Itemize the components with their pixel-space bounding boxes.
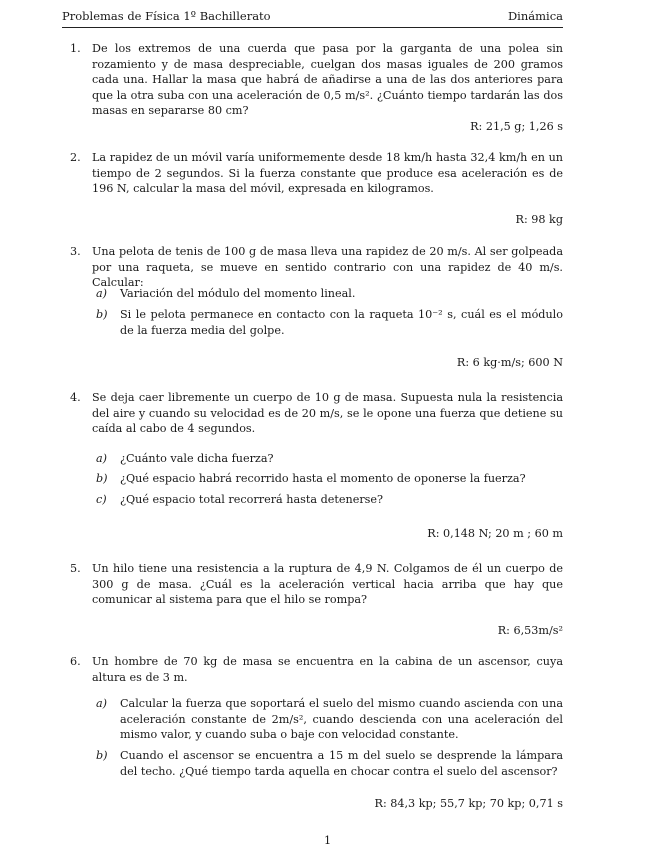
part-label: a) (96, 697, 108, 710)
problem-4 (70, 390, 563, 437)
problem-3-part-b (96, 307, 563, 338)
part-text: Calcular la fuerza que soportará el suelo del mismo cuando ascienda con una aceleración constante de 2m/s², cuando descienda con una aceleración del mismo valor, y cuando suba o baje con velocidad constante. (120, 697, 563, 742)
part-text: ¿Cuánto vale dicha fuerza? (120, 452, 274, 465)
problem-4-answer: R: 0,148 N; 20 m ; 60 m (427, 527, 563, 540)
part-label: a) (96, 452, 108, 465)
problem-number: 4. (70, 391, 81, 404)
part-label: b) (96, 749, 108, 762)
part-label: a) (96, 287, 108, 300)
problem-6-part-a (96, 696, 563, 743)
problem-3-answer: R: 6 kg·m/s; 600 N (456, 356, 563, 369)
problem-4-part-b (96, 471, 563, 487)
problem-4-part-c (96, 492, 563, 508)
problem-2-answer: R: 98 kg (515, 213, 563, 226)
part-text: ¿Qué espacio total recorrerá hasta detenerse? (120, 493, 384, 506)
problem-4-part-a (96, 451, 563, 467)
part-text: Variación del módulo del momento lineal. (120, 287, 356, 300)
problem-1-answer: R: 21,5 g; 1,26 s (470, 120, 563, 133)
problem-text: Un hilo tiene una resistencia a la ruptura de 4,9 N. Colgamos de él un cuerpo de 300 g de masa. ¿Cuál es la aceleración vertical hacia arriba que hay que comunicar al sistema para que el hilo se rompa? (92, 562, 563, 607)
problem-number: 1. (70, 42, 81, 55)
part-label: c) (96, 493, 107, 506)
part-text: Si le pelota permanece en contacto con la raqueta 10⁻² s, cuál es el módulo de la fuerza media del golpe. (120, 308, 563, 337)
problem-number: 5. (70, 562, 81, 575)
problem-3-part-a (96, 286, 563, 302)
page-number: 1 (323, 834, 332, 847)
running-header (62, 9, 563, 28)
problem-5-answer: R: 6,53m/s² (497, 624, 563, 637)
part-text: ¿Qué espacio habrá recorrido hasta el momento de oponerse la fuerza? (120, 472, 526, 485)
problem-3 (70, 244, 563, 291)
part-text: Cuando el ascensor se encuentra a 15 m del suelo se desprende la lámpara del techo. ¿Qué tiempo tarda aquella en chocar contra el suelo del ascensor? (120, 749, 563, 778)
header-left: Problemas de Física 1º Bachillerato (62, 9, 271, 23)
problem-text: La rapidez de un móvil varía uniformemente desde 18 km/h hasta 32,4 km/h en un tiempo de 2 segundos. Si la fuerza constante que produce esa aceleración es de 196 N, calcular la masa del móvil, expresada en kilogramos. (92, 151, 563, 196)
problem-2 (70, 150, 563, 197)
problem-6 (70, 654, 563, 685)
header-right: Dinámica (507, 9, 563, 23)
problem-number: 3. (70, 245, 81, 258)
problem-text: Se deja caer libremente un cuerpo de 10 g de masa. Supuesta nula la resistencia del aire y cuando su velocidad es de 20 m/s, se le opone una fuerza que detiene su caída al cabo de 4 segundos. (92, 391, 563, 436)
problem-6-part-b (96, 748, 563, 779)
problem-text: Un hombre de 70 kg de masa se encuentra en la cabina de un ascensor, cuya altura es de 3 m. (92, 655, 563, 684)
problem-text: Una pelota de tenis de 100 g de masa lleva una rapidez de 20 m/s. Al ser golpeada por una raqueta, se mueve en sentido contrario con una rapidez de 40 m/s. Calcular: (92, 245, 563, 290)
problem-number: 6. (70, 655, 81, 668)
problem-1 (70, 41, 563, 119)
part-label: b) (96, 472, 108, 485)
problem-5 (70, 561, 563, 608)
problem-text: De los extremos de una cuerda que pasa por la garganta de una polea sin rozamiento y de masa despreciable, cuelgan dos masas iguales de 200 gramos cada una. Hallar la masa que habrá de añadirse a una de las dos anteriores para que la otra suba con una aceleración de 0,5 m/s². ¿Cuánto tiempo tardarán las dos masas en separarse 80 cm? (92, 42, 563, 118)
problem-number: 2. (70, 151, 81, 164)
problem-6-answer: R: 84,3 kp; 55,7 kp; 70 kp; 0,71 s (374, 797, 563, 810)
part-label: b) (96, 308, 108, 321)
